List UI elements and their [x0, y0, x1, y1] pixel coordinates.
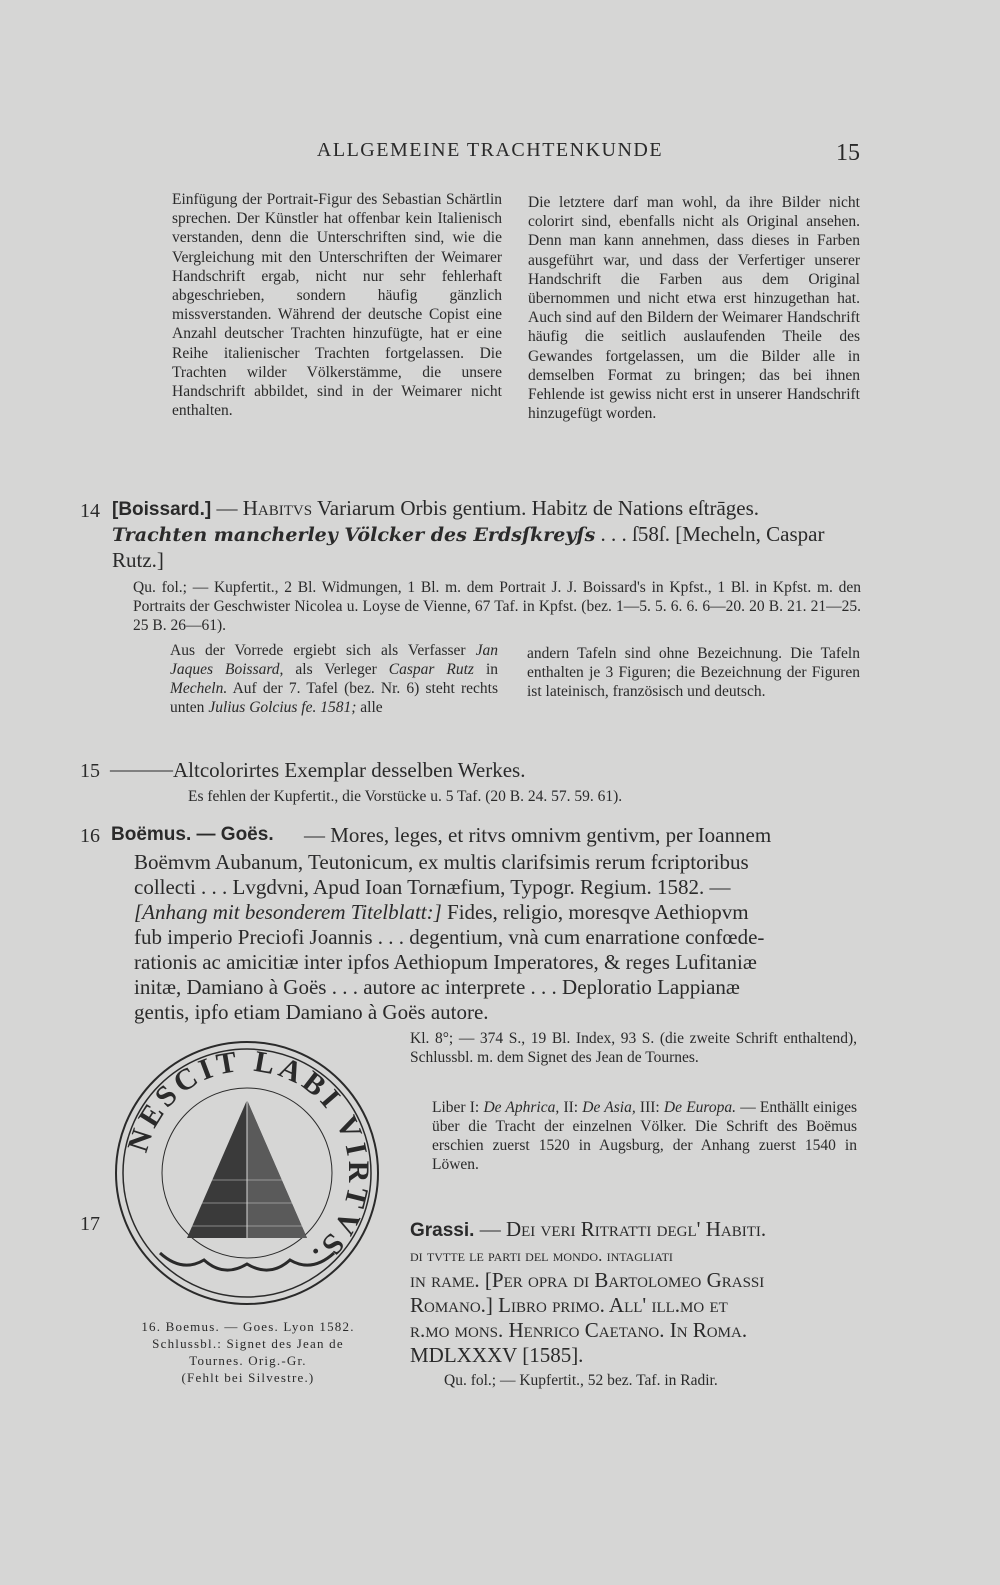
- intro-right-text: Die letztere darf man wohl, da ihre Bilder nicht colorirt sind, ebenfalls nicht als Original ansehen. Denn man kann annehmen, dass dieses in Farben ausgeführt war, und dass der Verfertiger unserer Handschrift die Farben aus dem Original übernommen und nicht etwa erst hinzugethan hat. Auch sind auf den Bildern der Weimarer Handschrift häufig die seitlich auslaufenden Theile des Gewandes fortgelassen, um die Bilder alle in demselben Format zu bringen; das bei ihnen Fehlende ist gewiss nicht erst in unserer Handschrift hinzugefügt worden.: [528, 194, 860, 423]
- entry-17-block: Grassi. — Dei veri Ritratti degl' Habiti. di tvtte le parti del mondo. intagliati in rame. [Per opra di Bartolomeo Grassi Romano.] Libro primo. All' ill.mo et r.mo mons. Henrico Caetano. In Roma. MDLXXXV [1585].: [410, 1217, 767, 1367]
- entry-14-note-left: Aus der Vorrede ergiebt sich als Verfasser Jan Jaques Boissard, als Verleger Caspar Rutz in Mecheln. Auf der 7. Tafel (bez. Nr. 6) steht rechts unten Julius Golcius fe. 1581; alle: [170, 642, 498, 716]
- entry-16-author: Boëmus. — Goës.: [111, 824, 274, 845]
- entry-14-note-right: andern Tafeln sind ohne Bezeichnung. Die Tafeln enthalten je 3 Figuren; die Bezeichnung der Figuren ist lateinisch, französisch und deutsch.: [527, 645, 860, 700]
- entry-14-author: [Boissard.]: [112, 499, 212, 520]
- entry-15-note: Es fehlen der Kupfertit., die Vorstücke u. 5 Taf. (20 B. 24. 57. 59. 61).: [188, 788, 623, 805]
- entry-14-collation: Qu. fol.; — Kupfertit., 2 Bl. Widmungen, 1 Bl. m. dem Portrait J. J. Boissard's in Kpfst., 1 Bl. in Kpfst. m. den Portraits der Geschwister Nicolea u. Loyse de Vienne, 67 Taf. in Kpfst. (bez. 1—5. 5. 6. 6. 6—20. 20 B. 21. 21—25. 25 B. 26—61).: [133, 579, 861, 634]
- seal-pyramid: [187, 1100, 307, 1238]
- printer-signet-seal: [112, 1038, 382, 1308]
- entry-16-contents: Liber I: De Aphrica, II: De Asia, III: De Europa. — Enthällt einiges über die Tracht der einzelnen Völker. Die Schrift des Boëmus erschien zuerst 1520 in Augsburg, der Anhang zuerst 1540 in Löwen.: [432, 1099, 858, 1173]
- seal-caption: 16. Boemus. — Goes. Lyon 1582. Schlussbl.: Signet des Jean de Tournes. Orig.-Gr. (Fehlt bei Silvestre.): [141, 1319, 355, 1385]
- intro-left-column: [172, 190, 502, 420]
- entry-16-body: Boëmvm Aubanum, Teutonicum, ex multis clarifsimis rerum fcriptoribus collecti . . . Lvgdvni, Apud Ioan Tornæfium, Typogr. Regium. 1582. — [Anhang mit besonderem Titelblatt:] Fides, religio, moresqve Aethiopvm fub imperio Preciofi Joannis . . . degentium, vnà cum enarratione confœde- rationis ac amicitiæ inter ipfos Aethiopum Imperatores, & reges Lufitaniæ initæ, Damiano à Goës . . . autore ac interprete . . . Deploratio Lappianæ gentis, ipfo etiam Damiano à Goës autore.: [134, 850, 765, 1024]
- seal-scroll-ornament: [160, 1253, 334, 1270]
- entry-16-line-1: — Mores, leges, et ritvs omnivm gentivm, per Ioannem: [304, 823, 772, 847]
- entry-15-title: Altcolorirtes Exemplar desselben Werkes.: [173, 758, 526, 782]
- page-number: 15: [836, 140, 860, 166]
- entry-16-number: 16: [80, 825, 100, 847]
- entry-15-dash: ———: [110, 757, 173, 781]
- entry-16-anhang: [Anhang mit besonderem Titelblatt:]: [134, 900, 442, 924]
- intro-right-column: [528, 193, 860, 423]
- entry-17-collation: Qu. fol.; — Kupfertit., 52 bez. Taf. in Radir.: [444, 1372, 718, 1389]
- running-header: ALLGEMEINE TRACHTENKUNDE: [316, 139, 664, 161]
- entry-14-title: [Boissard.] — Habitvs Variarum Orbis gentium. Habitz de Nations eſtrāges. Trachten mancherley Völcker des Erdsſkreyſs . . . ſ58ſ. [Mecheln, Caspar Rutz.]: [112, 496, 825, 572]
- entry-17-author: Grassi.: [410, 1220, 475, 1241]
- entry-14-number: 14: [80, 500, 100, 522]
- intro-left-text: Einfügung der Portrait-Figur des Sebastian Schärtlin sprechen. Der Künstler hat offenbar kein Italienisch verstanden, denn die Unterschriften sind, wie die Vergleichung mit den Unterschriften der Weimarer Handschrift ergab, nicht nur sehr fehlerhaft abgeschrieben, sondern häufig gänzlich missverstanden. Während der deutsche Copist eine Anzahl deutscher Trachten hinzufügte, hat er eine Reihe italienischer Trachten fortgelassen. Die Trachten wilder Völkerstämme, die unsere Handschrift abbildet, sind in der Weimarer nicht enthalten.: [172, 191, 502, 420]
- entry-15-number: 15: [80, 760, 100, 782]
- entry-14-fraktur-title: Trachten mancherley Völcker des Erdsſkreyſs: [112, 524, 596, 546]
- entry-17-number: 17: [80, 1213, 100, 1235]
- seal-motto: NESCIT LABI VIRTVS.: [121, 1044, 376, 1275]
- entry-16-collation: Kl. 8°; — 374 S., 19 Bl. Index, 93 S. (die zweite Schrift enthaltend), Schlussbl. m. dem Signet des Jean de Tournes.: [410, 1030, 857, 1066]
